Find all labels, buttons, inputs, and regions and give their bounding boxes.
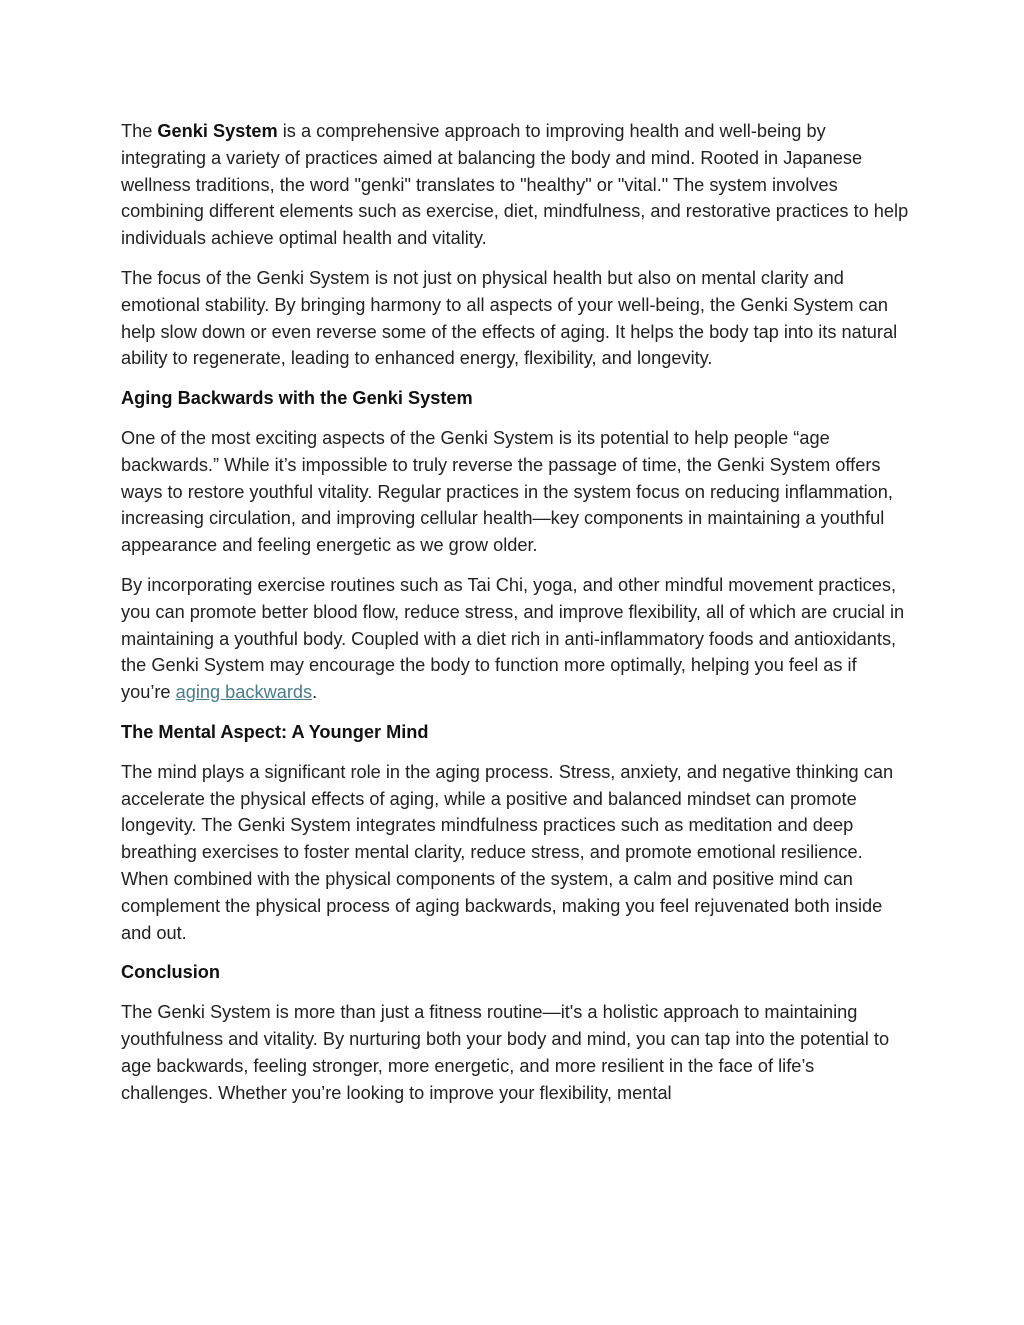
aging-paragraph-2-end: .: [312, 682, 318, 703]
intro-lead: The: [121, 121, 158, 141]
aging-paragraph-2: [121, 572, 911, 706]
intro-bold-term: Genki System: [157, 121, 278, 141]
mental-aspect-paragraph: The mind plays a significant role in the aging process. Stress, anxiety, and negative thinking can accelerate the physical effects of aging, while a positive and balanced mindset can promote longevity. The Genki System integrates mindfulness practices such as meditation and deep breathing exercises to foster mental clarity, reduce stress, and promote emotional resilience. When combined with the physical components of the system, a calm and positive mind can complement the physical process of aging backwards, making you feel rejuvenated both inside and out.: [121, 761, 894, 943]
intro-paragraph: [121, 118, 911, 252]
mental-aspect-heading: The Mental Aspect: A Younger Mind: [121, 721, 429, 742]
intro-rest: is a comprehensive approach to improving health and well-being by integrating a variety of practices aimed at balancing the body and mind. Rooted in Japanese wellness traditions, the word "genki" translates to "healthy" or "vital." The system involves combining different elements such as exercise, diet, mindfulness, and restorative practices to help individuals achieve optimal health and vitality.: [121, 121, 909, 249]
aging-backwards-link[interactable]: aging backwards: [175, 682, 313, 703]
conclusion-heading: Conclusion: [121, 962, 221, 983]
document-page: [121, 118, 911, 1119]
aging-paragraph-2-text: By incorporating exercise routines such as Tai Chi, yoga, and other mindful movement practices, you can promote better blood flow, reduce stress, and improve flexibility, all of which are crucial in maintaining a youthful body. Coupled with a diet rich in anti-inflammatory foods and antioxidants, the Genki System may encourage the body to function more optimally, helping you feel as if you’re: [121, 574, 905, 703]
aging-backwards-heading: Aging Backwards with the Genki System: [121, 388, 473, 409]
aging-paragraph-1: One of the most exciting aspects of the Genki System is its potential to help people “age backwards.” While it’s impossible to truly reverse the passage of time, the Genki System offers ways to restore youthful vitality. Regular practices in the system focus on reducing inflammation, increasing circulation, and improving cellular health—key components in maintaining a youthful appearance and feeling energetic as we grow older.: [121, 427, 893, 556]
focus-paragraph: The focus of the Genki System is not just on physical health but also on mental clarity and emotional stability. By bringing harmony to all aspects of your well-being, the Genki System can help slow down or even reverse some of the effects of aging. It helps the body tap into its natural ability to regenerate, leading to enhanced energy, flexibility, and longevity.: [121, 267, 898, 369]
conclusion-paragraph: The Genki System is more than just a fitness routine—it's a holistic approach to maintaining youthfulness and vitality. By nurturing both your body and mind, you can tap into the potential to age backwards, feeling stronger, more energetic, and more resilient in the face of life’s challenges. Whether you’re looking to improve your flexibility, mental: [121, 1002, 890, 1103]
